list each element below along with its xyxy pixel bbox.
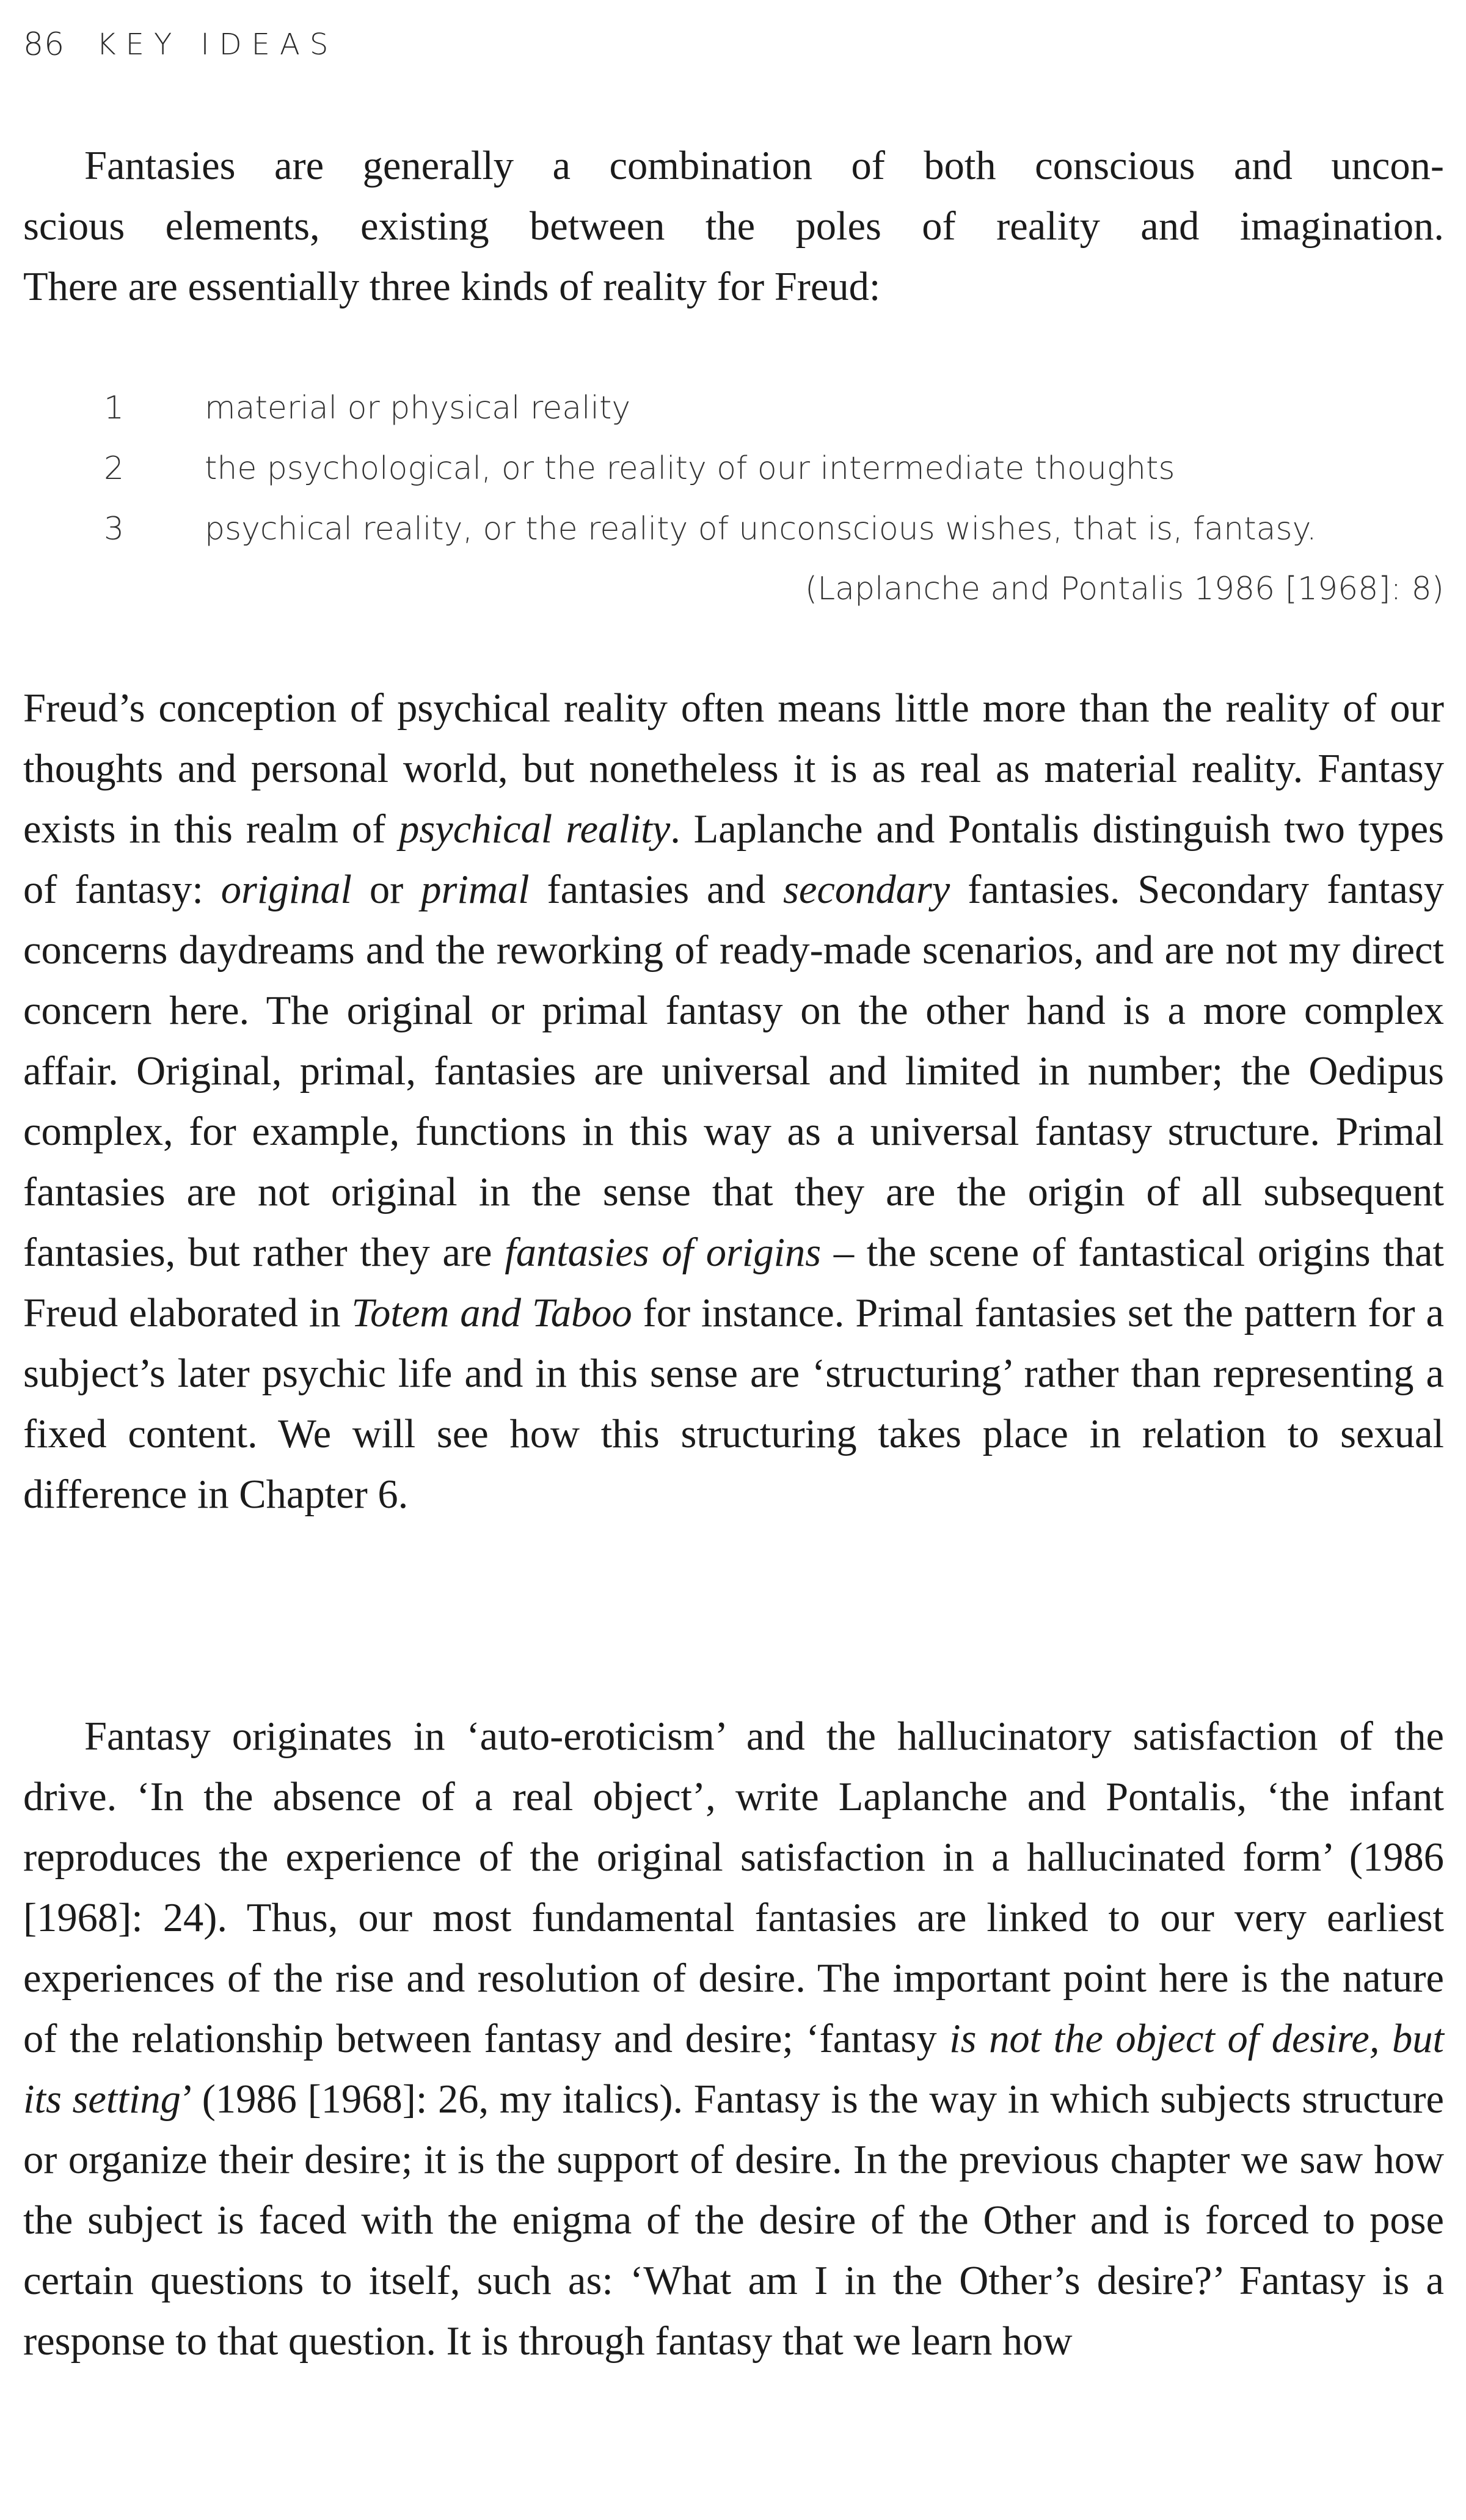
- paragraph-fantasy-origin: [23, 1706, 1444, 2372]
- list-item-number: 1: [104, 389, 125, 426]
- text-run: or: [352, 867, 421, 912]
- italic-term: psychical reality: [399, 807, 671, 852]
- italic-term: fantasies of origins: [505, 1230, 822, 1275]
- intro-paragraph: [23, 136, 1444, 317]
- text-run: ’ (1986 [1968]: 26, my italics). Fantasy is the way in which subjects structure or organize their desire; it is the support of desire. In the previous chapter we saw how the subject is faced with the enigma of the desire of the Other and is forced to pose certain questions to itself, such as: ‘What am I in the Other’s desire?’ Fantasy is a response to that question. It is through fantasy that we learn how: [23, 2077, 1444, 2364]
- text-run: – the scene of fantastical origins that Freud elaborated in: [23, 1230, 1444, 1335]
- text-run: for instance. Primal fantasies set the pattern for a subject’s later psychic life and in this sense are ‘structuring’ rather than representing a fixed content. We will see how this structuring takes place in relation to sexual difference in Chapter 6.: [23, 1291, 1444, 1517]
- list-item-text: psychical reality, or the reality of unconscious wishes, that is, fantasy.: [205, 510, 1317, 547]
- list-item-number: 3: [104, 510, 125, 547]
- italic-title: Totem and Taboo: [351, 1291, 632, 1335]
- list-item-number: 2: [104, 450, 125, 487]
- intro-line-1: Fantasies are generally a combination of both conscious and uncon-: [84, 144, 1444, 188]
- text-run: Freud’s conception of psychical reality often means little more than the reality of our thoughts and personal world, but nonetheless it is as real as material reality. Fantasy exists in this realm of: [23, 686, 1444, 852]
- text-run: Fantasy originates in ‘auto-eroticism’ and the hallucinatory satisfaction of the drive. ‘In the absence of a real object’, write Laplanche and Pontalis, ‘the infant reproduces the experience of the original satisfaction in a hallucinated form’ (1986 [1968]: 24). Thus, our most fundamental fantasies are linked to our very earliest experiences of the rise and resolution of desire. The important point here is the nature of the relationship between fantasy and desire; ‘fantasy: [23, 1714, 1444, 2061]
- list-item-text: material or physical reality: [205, 389, 631, 426]
- citation: (Laplanche and Pontalis 1986 [1968]: 8): [804, 571, 1444, 607]
- list-item-text: the psychological, or the reality of our intermediate thoughts: [205, 450, 1175, 487]
- list-item: [104, 438, 1444, 499]
- text-run: fantasies. Secondary fantasy concerns daydreams and the reworking of ready-made scenarios, and are not my direct concern here. The original or primal fantasy on the other hand is a more complex affair. Original, primal, fantasies are universal and limited in number; the Oedipus complex, for example, functions in this way as a universal fantasy structure. Primal fantasies are not original in the sense that they are the origin of all subsequent fantasies, but rather they are: [23, 867, 1444, 1275]
- intro-line-3: There are essentially three kinds of reality for Freud:: [23, 265, 881, 309]
- text-run: . Laplanche and Pontalis distinguish two types of fantasy:: [23, 807, 1445, 912]
- intro-line-2: scious elements, existing between the poles of reality and imagination.: [23, 204, 1444, 249]
- italic-term: secondary: [782, 867, 950, 912]
- reality-list: [104, 378, 1444, 619]
- text-run: fantasies and: [529, 867, 783, 912]
- italic-quote: is not the object of desire, but its setting: [23, 2017, 1444, 2122]
- running-head: [23, 23, 338, 66]
- list-item: [104, 378, 1444, 438]
- italic-term: original: [221, 867, 352, 912]
- page-number: 86: [23, 26, 65, 63]
- italic-term: primal: [421, 867, 530, 912]
- list-item: [104, 499, 1444, 559]
- section-title: KEY IDEAS: [97, 27, 338, 62]
- paragraph-psychical-reality: [23, 678, 1444, 1525]
